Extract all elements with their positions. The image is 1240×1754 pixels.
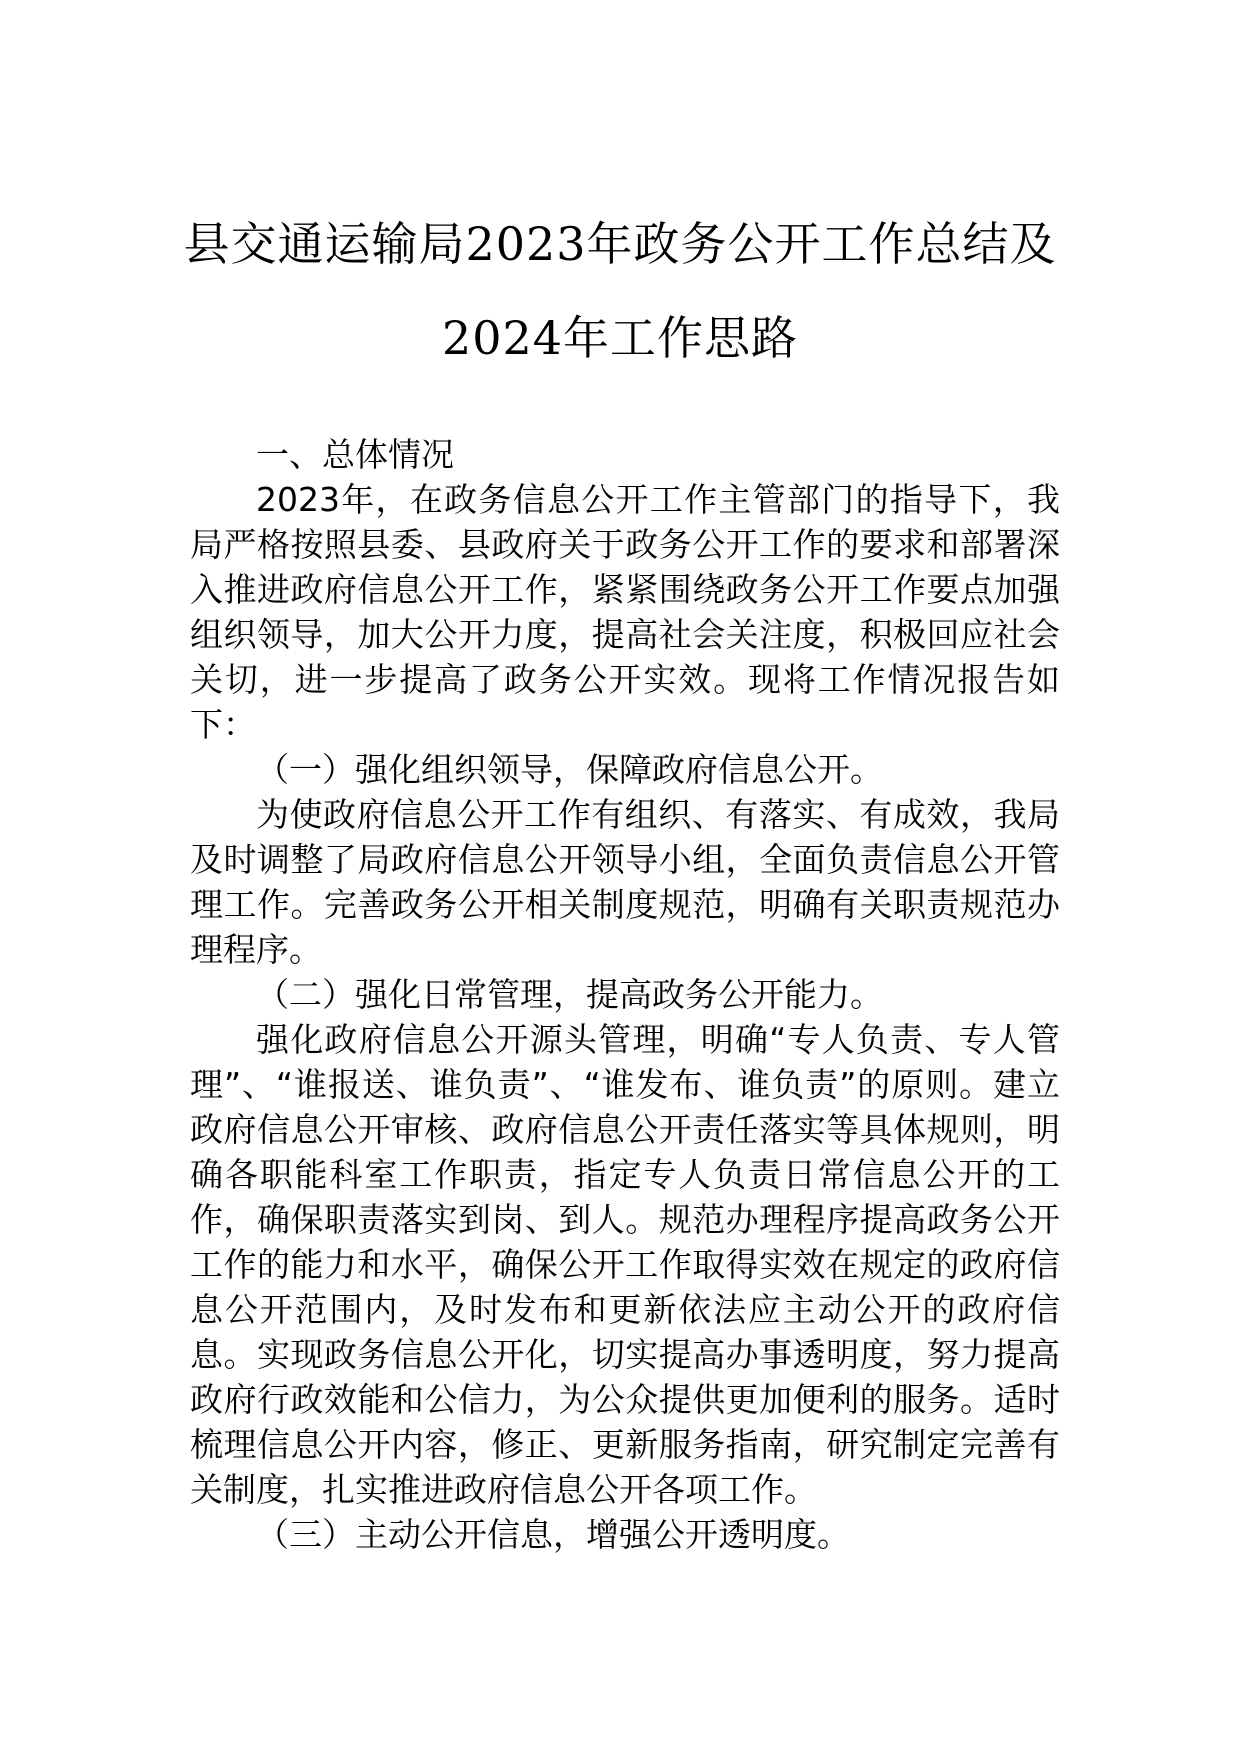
- document-body: [190, 432, 1060, 1557]
- document-title-line-1: 县交通运输局2023年政务公开工作总结及: [183, 217, 1057, 271]
- body-paragraph-2: 强化政府信息公开源头管理，明确“专人负责、专人管理”、“谁报送、谁负责”、“谁发布、谁负责”的原则。建立政府信息公开审核、政府信息公开责任落实等具体规则，明确各职能科室工作职责，指定专人负责日常信息公开的工作，确保职责落实到岗、到人。规范办理程序提高政务公开工作的能力和水平，确保公开工作取得实效在规定的政府信息公开范围内，及时发布和更新依法应主动公开的政府信息。实现政务信息公开化，切实提高办事透明度，努力提高政府行政效能和公信力，为公众提供更加便利的服务。适时梳理信息公开内容，修正、更新服务指南，研究制定完善有关制度，扎实推进政府信息公开各项工作。: [190, 1020, 1060, 1509]
- body-paragraph-1: 为使政府信息公开工作有组织、有落实、有成效，我局及时调整了局政府信息公开领导小组，全面负责信息公开管理工作。完善政务公开相关制度规范，明确有关职责规范办理程序。: [190, 795, 1060, 969]
- subsection-heading-1: （一）强化组织领导，保障政府信息公开。: [256, 750, 883, 789]
- section-heading-overview: 一、总体情况: [256, 435, 454, 474]
- subsection-heading-2: （二）强化日常管理，提高政务公开能力。: [256, 975, 883, 1014]
- body-paragraph-intro: 2023年，在政务信息公开工作主管部门的指导下，我局严格按照县委、县政府关于政务公开工作的要求和部署深入推进政府信息公开工作，紧紧围绕政务公开工作要点加强组织领导，加大公开力度，提高社会关注度，积极回应社会关切，进一步提高了政务公开实效。现将工作情况报告如下：: [190, 480, 1060, 744]
- subsection-heading-3: （三）主动公开信息，增强公开透明度。: [256, 1515, 850, 1554]
- document-title-line-2: 2024年工作思路: [441, 311, 799, 365]
